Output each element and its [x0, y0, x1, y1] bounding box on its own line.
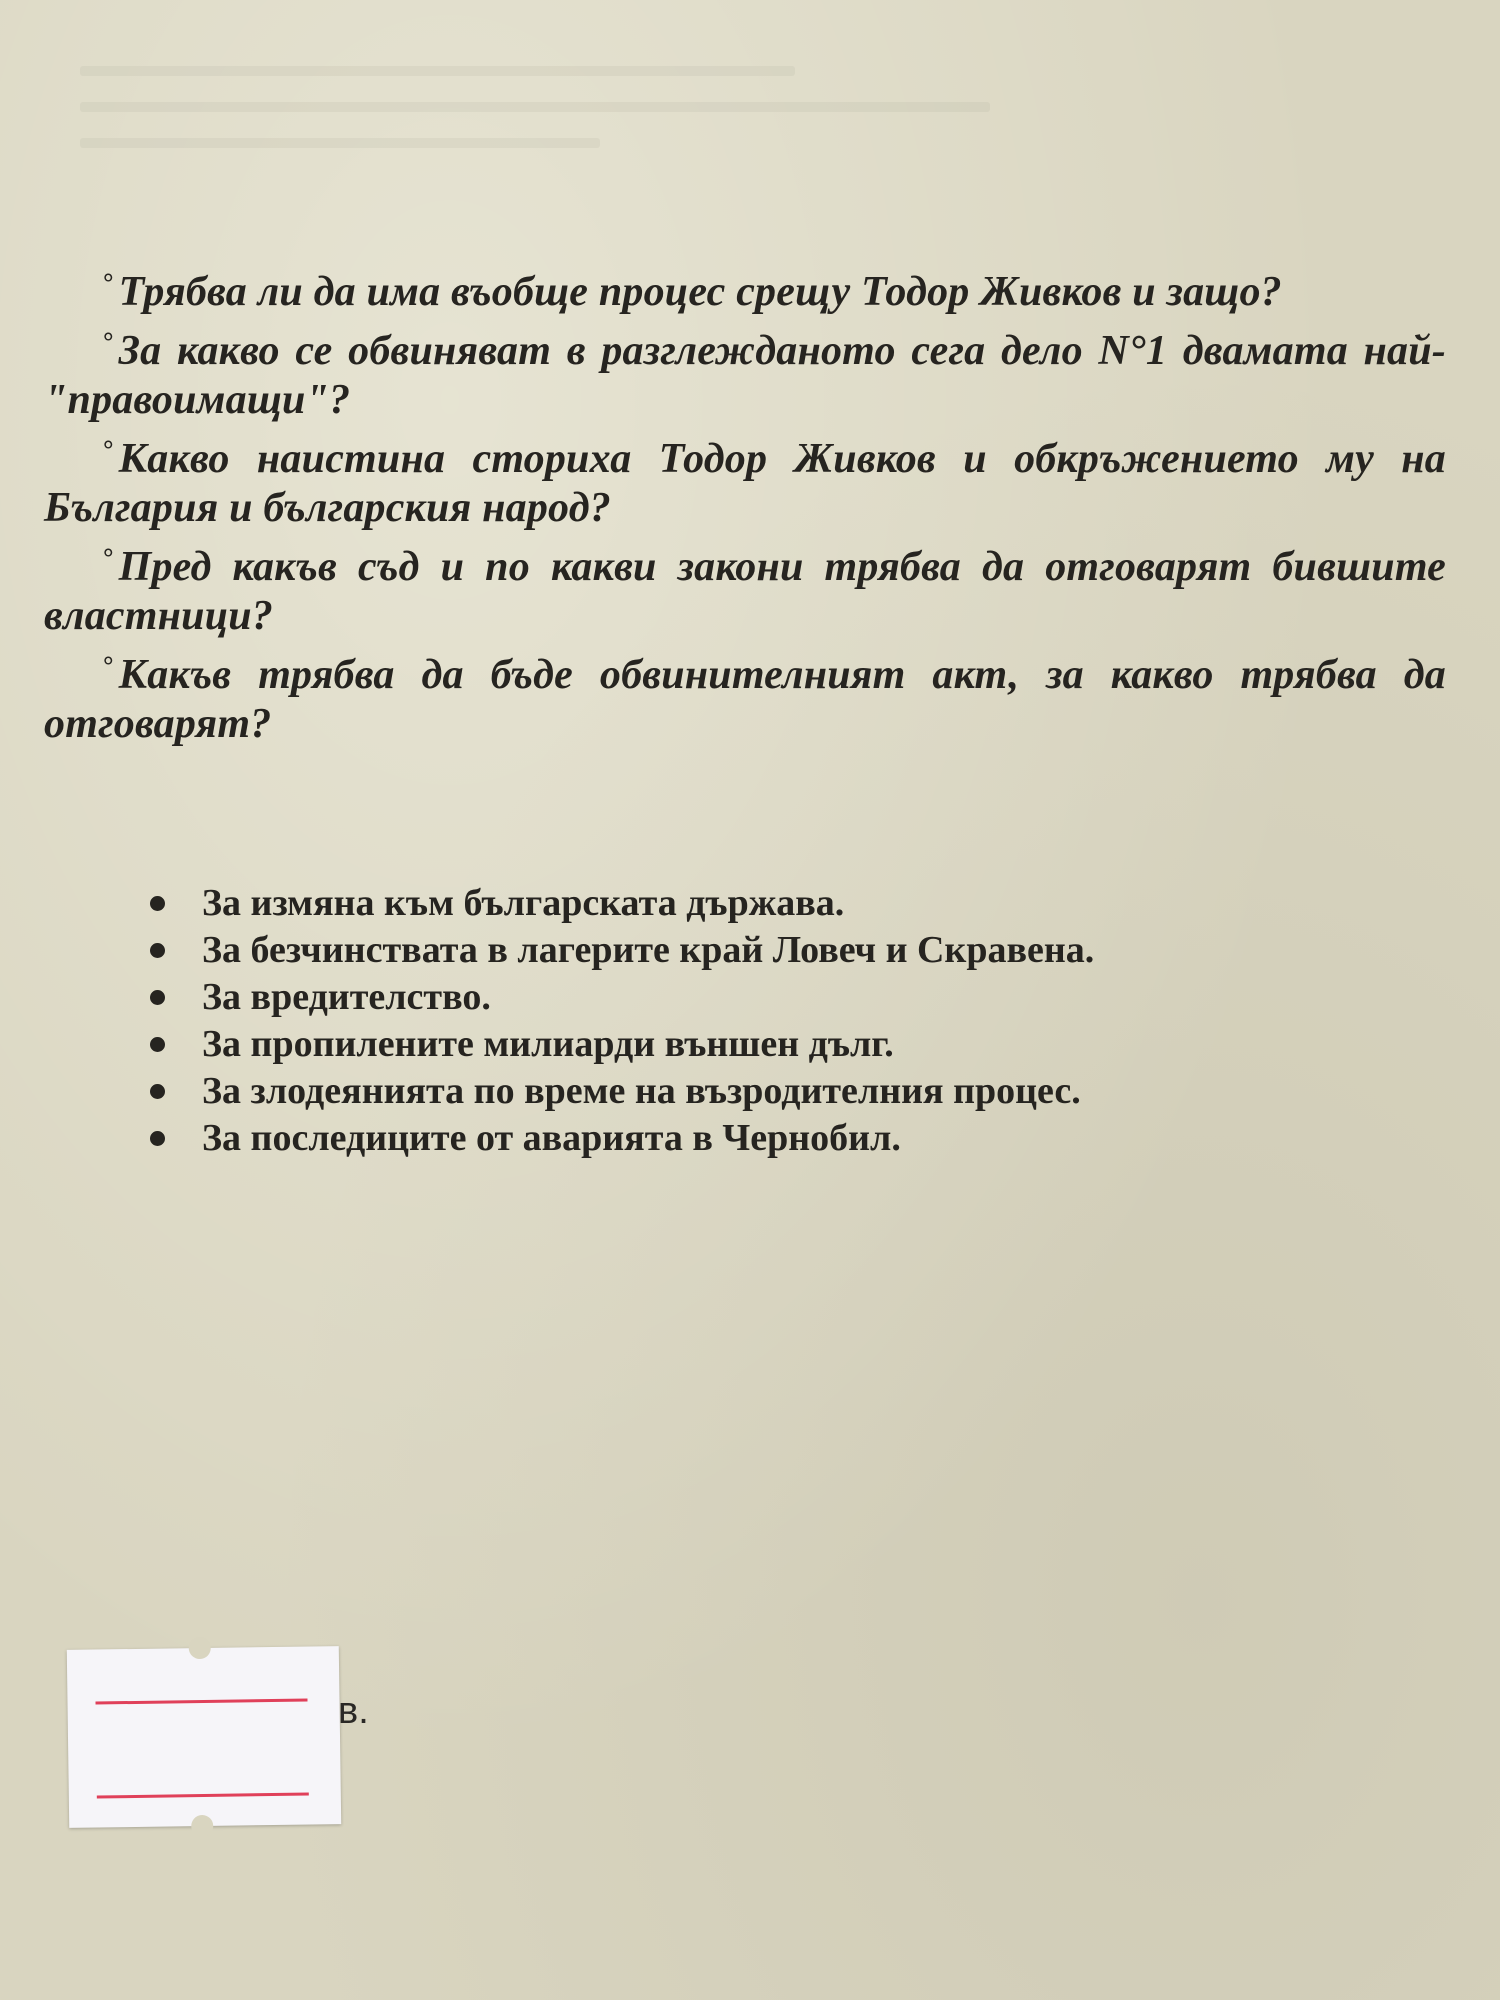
degree-marker: °: [102, 435, 113, 464]
question-text: Пред какъв съд и по какви закони трябва да отговарят бившите властници?: [44, 544, 1446, 639]
question-list: [44, 258, 1446, 749]
degree-marker: °: [102, 651, 113, 680]
charges-list: [150, 880, 1350, 1162]
sticker-line-top: [95, 1699, 307, 1705]
charge-item: [150, 1115, 1350, 1162]
question-text: Какво наистина сториха Тодор Живков и обкръжението му на България и българския народ?: [44, 436, 1446, 531]
question-item: [44, 258, 1446, 317]
bullet-icon: [150, 1037, 165, 1052]
sticker-notch-top: [189, 1637, 211, 1659]
question-item: [44, 317, 1446, 425]
question-item: [44, 533, 1446, 641]
show-through-text: [80, 40, 1380, 174]
charge-text: За измяна към българската държава.: [202, 882, 845, 924]
charge-item: [150, 880, 1350, 927]
charge-item: [150, 1021, 1350, 1068]
bullet-icon: [150, 896, 165, 911]
question-text: Трябва ли да има въобще процес срещу Тодор Живков и защо?: [118, 269, 1282, 315]
degree-marker: °: [102, 543, 113, 572]
question-item: [44, 641, 1446, 749]
charge-text: За последиците от аварията в Чернобил.: [202, 1117, 901, 1159]
price-sticker: [67, 1646, 341, 1828]
degree-marker: °: [102, 327, 113, 356]
question-text: Какъв трябва да бъде обвинителният акт, за какво трябва да отговарят?: [44, 652, 1446, 747]
bullet-icon: [150, 990, 165, 1005]
question-text: За какво се обвиняват в разглежданото сега дело N°1 двамата най-"правоимащи"?: [44, 328, 1446, 423]
sticker-side-text: в.: [338, 1690, 369, 1732]
degree-marker: °: [102, 268, 113, 297]
charge-text: За вредителство.: [202, 976, 491, 1018]
bullet-icon: [150, 1084, 165, 1099]
sticker-line-bottom: [97, 1793, 309, 1799]
sticker-notch-bottom: [191, 1815, 213, 1837]
charge-item: [150, 1068, 1350, 1115]
charge-text: За пропилените милиарди външен дълг.: [202, 1023, 894, 1065]
charge-item: [150, 927, 1350, 974]
charge-text: За безчинствата в лагерите край Ловеч и Скравена.: [202, 929, 1095, 971]
charge-item: [150, 974, 1350, 1021]
charge-text: За злодеянията по време на възродителния процес.: [202, 1070, 1081, 1112]
bullet-icon: [150, 943, 165, 958]
bullet-icon: [150, 1131, 165, 1146]
question-item: [44, 425, 1446, 533]
